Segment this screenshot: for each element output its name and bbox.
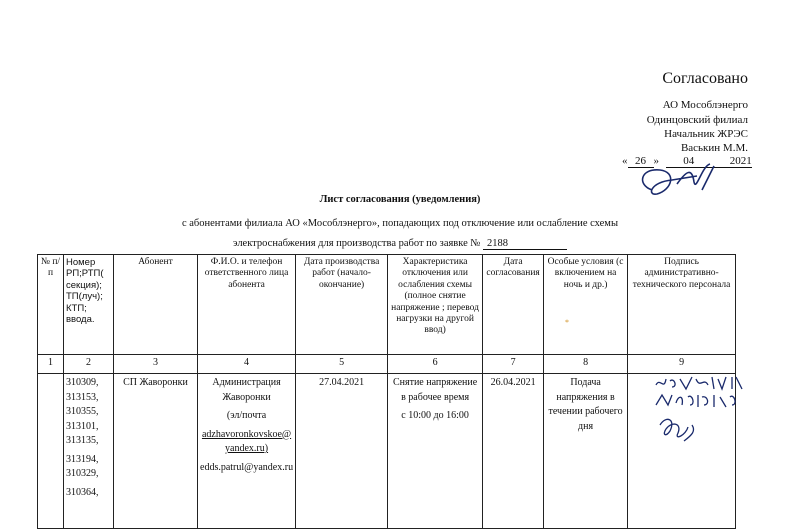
column-number: 8 — [544, 355, 628, 374]
cell-subscriber: СП Жаворонки — [114, 374, 198, 529]
date-close-quote: » — [653, 155, 659, 167]
substation-item: 313101, — [66, 420, 99, 432]
column-number: 4 — [198, 355, 296, 374]
column-number-row — [38, 355, 736, 374]
substation-item: 310329, — [66, 468, 99, 479]
date-day: 26 — [628, 155, 654, 168]
header-agreement-date: Дата согласования — [483, 255, 544, 355]
table-row — [38, 374, 736, 529]
column-number: 6 — [388, 355, 483, 374]
subtitle-line-2: электроснабжения для производства работ по заявке № — [233, 238, 481, 249]
header-work-date: Дата производства работ (начало-окончание) — [296, 255, 388, 355]
approval-org: АО Мособлэнерго — [662, 99, 748, 111]
column-number: 3 — [114, 355, 198, 374]
column-number: 9 — [628, 355, 736, 374]
special-mark: * — [565, 318, 569, 327]
request-number: 2188 — [483, 238, 567, 250]
approval-title: Согласовано — [662, 70, 748, 87]
substation-item: 313194, — [66, 453, 99, 465]
header-subscriber: Абонент — [114, 255, 198, 355]
contact-org: Администрация Жаворонки — [212, 377, 281, 403]
approval-person: Васькин М.М. — [680, 142, 748, 154]
outage-type: Снятие напряжение в рабочее время — [392, 377, 478, 403]
column-number: 5 — [296, 355, 388, 374]
substation-item: 310309, — [66, 377, 99, 388]
substation-item: 310364, — [66, 486, 99, 498]
document-subtitle-2 — [233, 238, 567, 250]
header-contact: Ф.И.О. и телефон ответственного лица абонента — [198, 255, 296, 355]
cell-work-date: 27.04.2021 — [296, 374, 388, 529]
date-month: 04 — [666, 155, 712, 168]
table-header-row — [38, 255, 736, 355]
contact-email[interactable]: adzhavoronkovskoe@ yandex.ru) — [201, 428, 292, 454]
document-title: Лист согласования (уведомления) — [319, 194, 481, 205]
agreement-table — [37, 254, 736, 529]
cell-contact — [198, 374, 296, 529]
cell-outage — [388, 374, 483, 529]
header-outage-type: Характеристика отключения или ослабления схемы (полное снятие напряжение ; перевод нагрузки на другой ввод) — [388, 255, 483, 355]
outage-hours: с 10:00 до 16:00 — [401, 410, 469, 421]
column-number: 7 — [483, 355, 544, 374]
header-conditions: Особые условия (с включением на ночь и др.) — [544, 255, 628, 355]
contact-email-2[interactable]: edds.patrul@yandex.ru — [200, 461, 294, 473]
column-number: 2 — [64, 355, 114, 374]
date-year: 2021 — [712, 155, 752, 168]
header-signature: Подпись административно-технического персонала — [628, 255, 736, 355]
header-substation: Номер РП;РТП( секция); ТП(луч); КТП; ввода. — [64, 255, 114, 355]
cell-agreement-date: 26.04.2021 — [483, 374, 544, 529]
cell-conditions: Подача напряжения в течении рабочего дня — [544, 374, 628, 529]
cell-num — [38, 374, 64, 529]
date-open-quote: « — [622, 155, 628, 167]
document-subtitle: с абонентами филиала АО «Мособлэнерго», попадающих под отключение или ослабление схемы — [181, 218, 619, 229]
contact-email-label: (эл/почта — [226, 410, 267, 421]
cell-substations — [64, 374, 114, 529]
substation-item: 310355, — [66, 406, 99, 417]
substation-item: 313135, — [66, 435, 99, 446]
approval-branch: Одинцовский филиал — [646, 114, 748, 126]
header-num: № п/п — [38, 255, 64, 355]
handwritten-signatures — [652, 375, 752, 455]
approval-position: Начальник ЖРЭС — [664, 128, 748, 140]
substation-item: 313153, — [66, 391, 99, 403]
column-number: 1 — [38, 355, 64, 374]
